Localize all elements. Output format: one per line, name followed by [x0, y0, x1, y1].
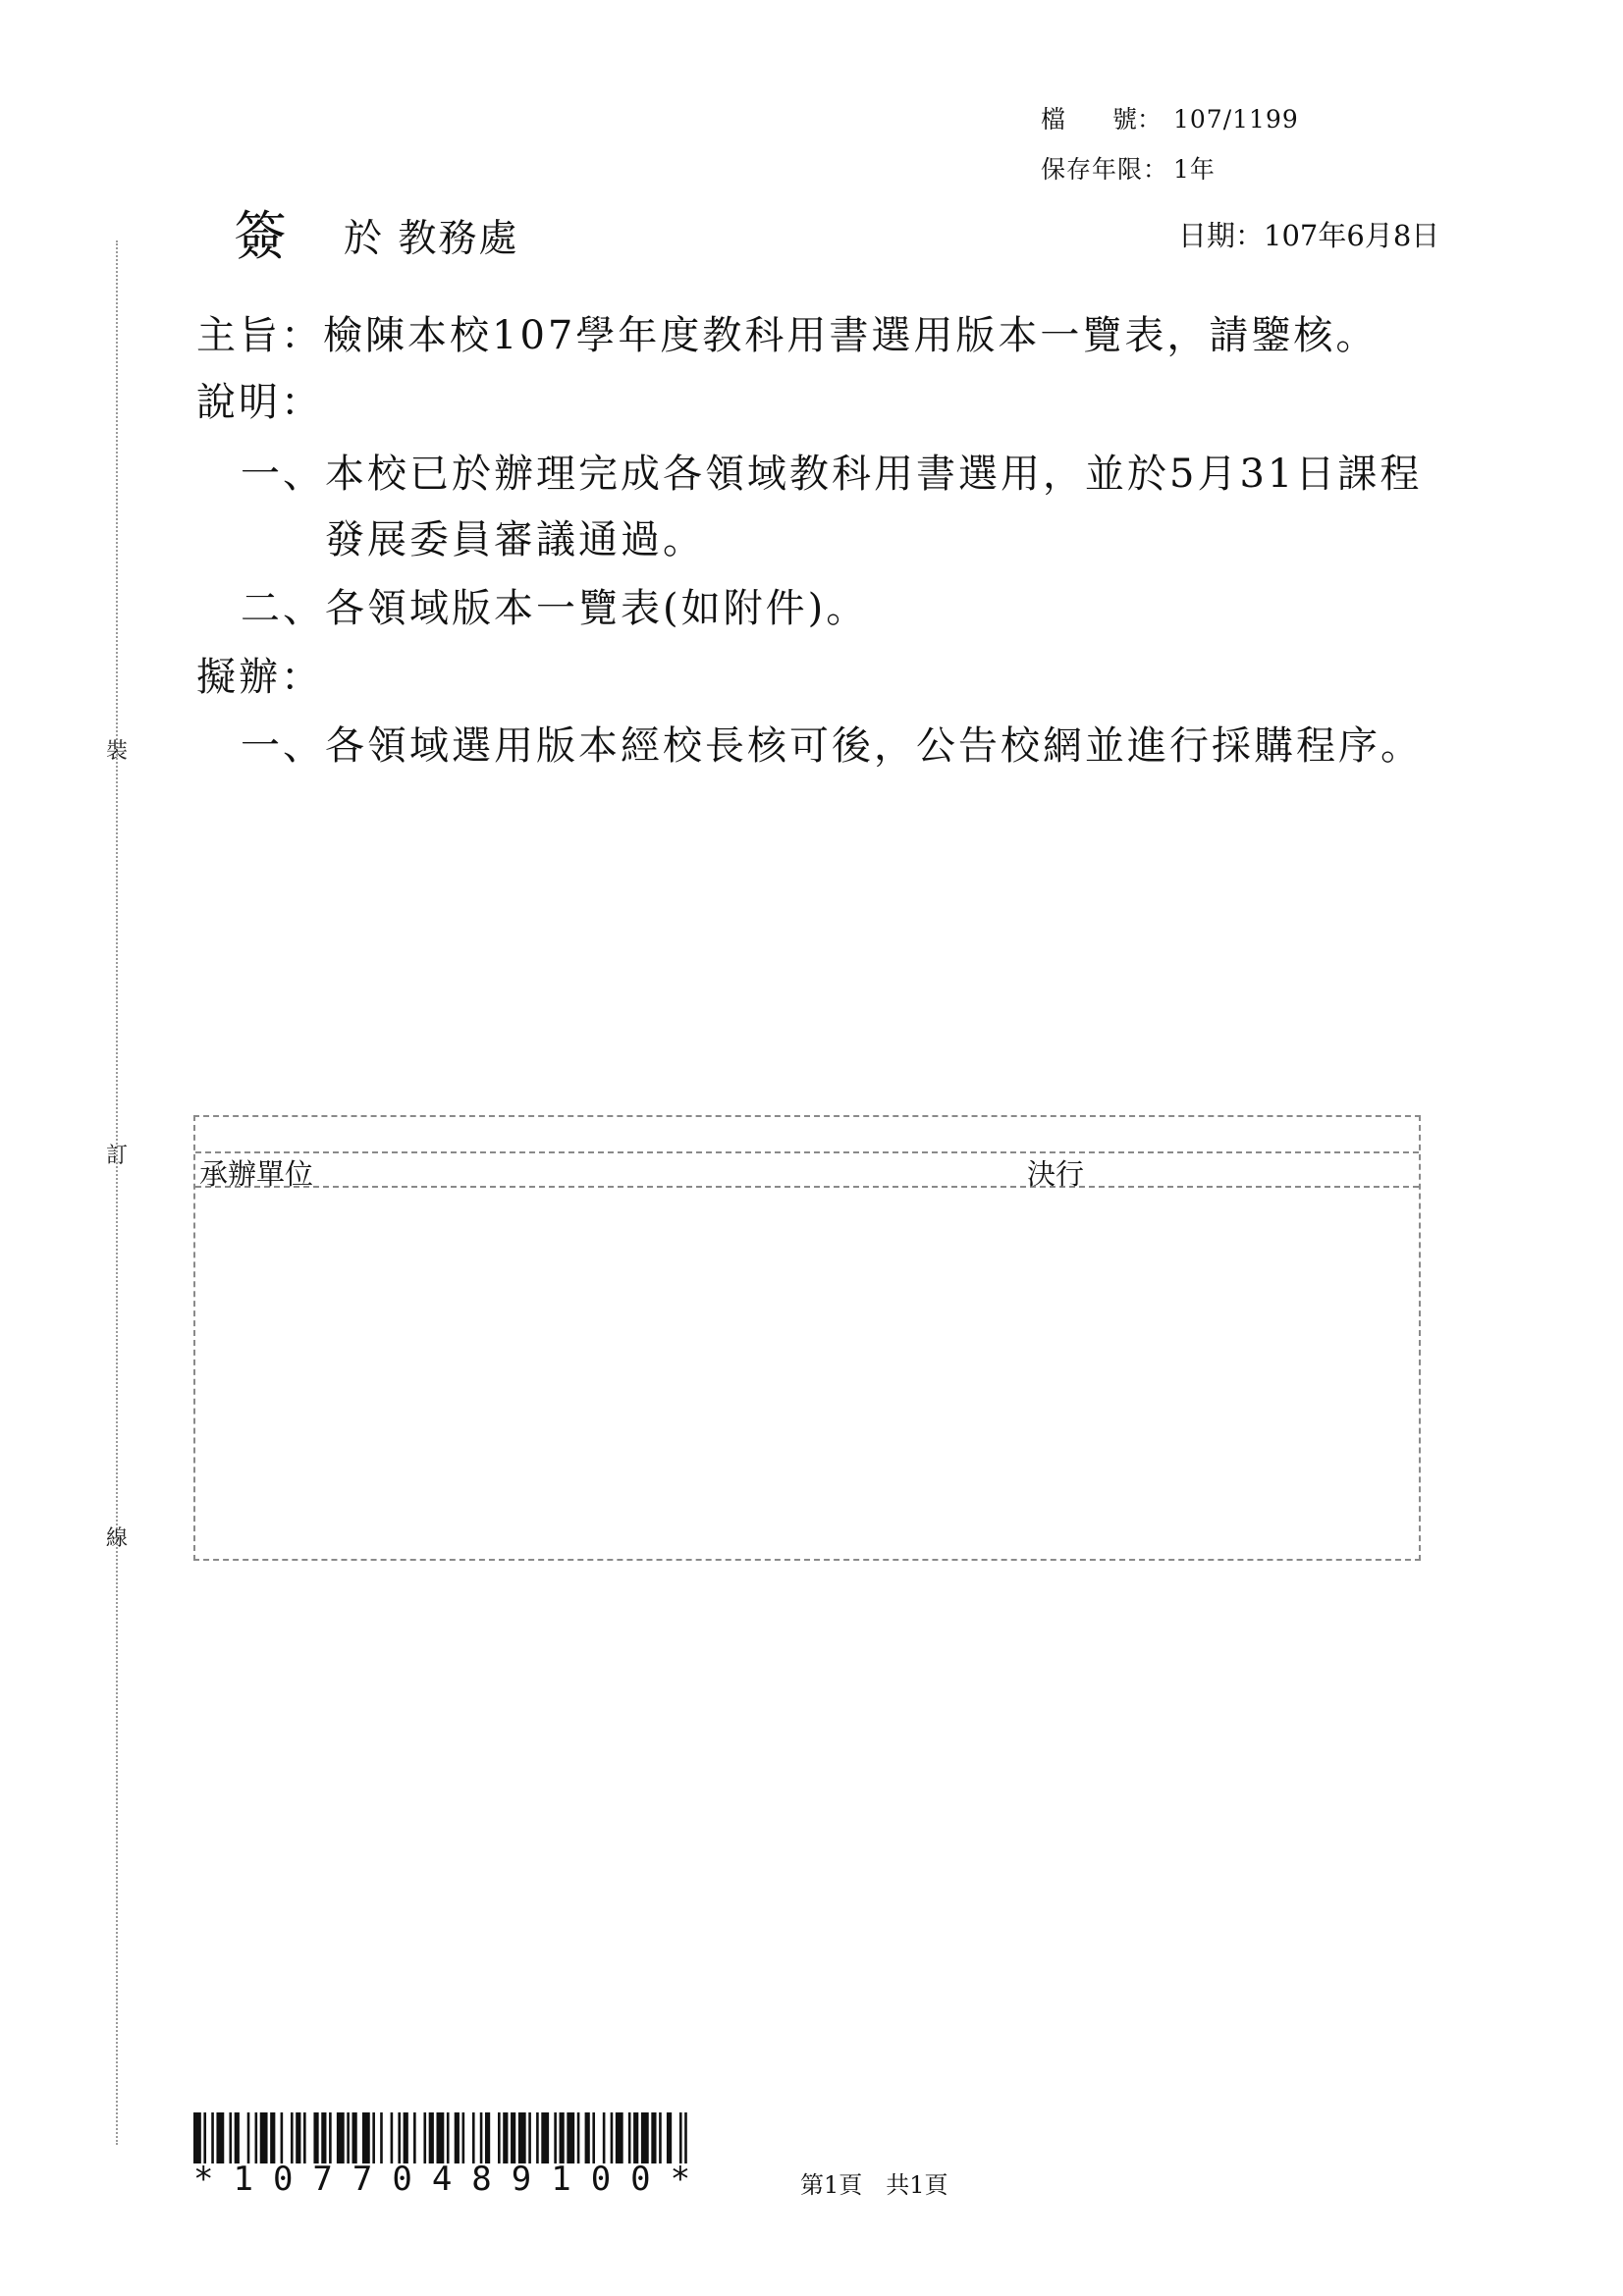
handling-unit-header: 承辦單位 — [199, 1157, 314, 1191]
binding-char-ding: 訂 — [106, 1144, 129, 1168]
barcode-number: *10770489100* — [193, 2160, 711, 2199]
explanation-label: 說明： — [196, 380, 323, 425]
file-number-row — [1041, 100, 1299, 135]
proposal-item-1-num: 一、 — [241, 723, 325, 769]
decision-header: 決行 — [1027, 1157, 1085, 1191]
subject-label: 主旨： — [196, 313, 323, 358]
explanation-item-2 — [241, 586, 869, 631]
file-number-label: 檔 號： — [1041, 105, 1163, 133]
sign-table-divider-top — [195, 1151, 1419, 1153]
explanation-item-1 — [241, 452, 1423, 497]
retention-label: 保存年限： — [1041, 155, 1169, 184]
subject-text: 檢陳本校107學年度教科用書選用版本一覽表，請鑒核。 — [323, 313, 1379, 358]
binding-char-xian: 線 — [106, 1526, 129, 1551]
explanation-item-2-text: 各領域版本一覽表(如附件)。 — [325, 586, 869, 631]
proposal-item-1 — [241, 723, 1423, 769]
doc-date — [1178, 214, 1439, 254]
binding-dotted-line — [116, 240, 118, 2145]
file-number-value: 107/1199 — [1173, 105, 1299, 133]
retention-value: 1年 — [1173, 155, 1216, 184]
signing-table — [193, 1115, 1421, 1561]
barcode-image — [193, 2112, 692, 2163]
binding-char-zhuang: 裝 — [106, 739, 129, 764]
page-indicator: 第1頁 共1頁 — [800, 2171, 948, 2199]
subject-line — [196, 313, 1379, 358]
doc-type-title: 簽 — [234, 205, 287, 267]
explanation-item-1-text: 本校已於辦理完成各領域教科用書選用，並於5月31日課程 — [325, 452, 1423, 497]
proposal-label: 擬辦： — [196, 655, 323, 700]
retention-row — [1041, 150, 1216, 186]
date-value: 107年6月8日 — [1264, 219, 1440, 252]
date-label: 日期： — [1178, 219, 1265, 252]
issuing-office: 於 教務處 — [344, 217, 519, 261]
explanation-item-2-num: 二、 — [241, 586, 325, 631]
explanation-item-1-cont: 發展委員審議通過。 — [325, 517, 705, 562]
sign-table-divider-bottom — [195, 1186, 1419, 1188]
explanation-item-1-num: 一、 — [241, 452, 325, 497]
proposal-item-1-text: 各領域選用版本經校長核可後，公告校網並進行採購程序。 — [325, 723, 1423, 769]
